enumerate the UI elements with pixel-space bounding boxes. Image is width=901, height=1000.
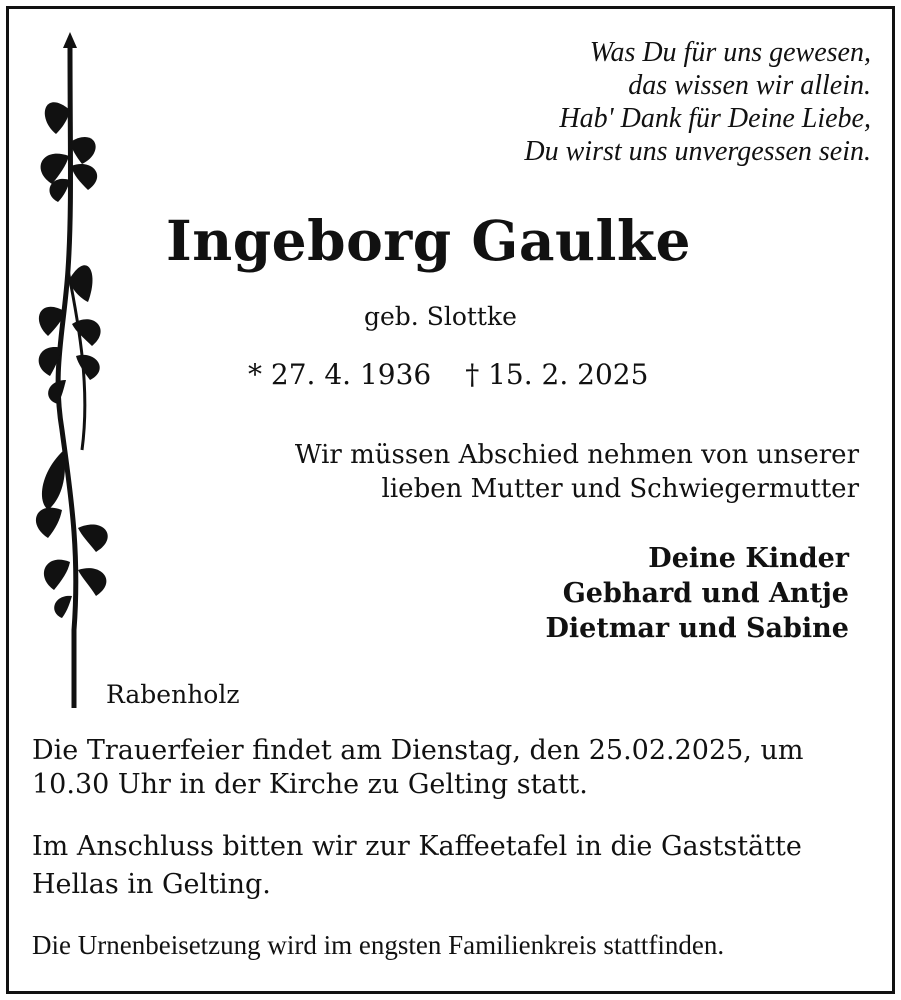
family-signature	[349, 541, 849, 646]
farewell-text	[159, 438, 859, 506]
poem-line: Was Du für uns gewesen,	[589, 37, 871, 68]
coffee-notice: Im Anschluss bitten wir zur Kaffeetafel in die Gaststätte Hellas in Gelting.	[32, 831, 802, 900]
farewell-line: Wir müssen Abschied nehmen von unserer	[294, 440, 859, 470]
family-line: Gebhard und Antje	[562, 578, 849, 609]
farewell-line: lieben Mutter und Schwiegermutter	[381, 474, 859, 504]
poem-line: das wissen wir allein.	[628, 70, 871, 101]
family-line: Dietmar und Sabine	[545, 613, 849, 644]
poem-line: Du wirst uns unvergessen sein.	[524, 136, 871, 167]
leafy-vine-icon	[22, 30, 132, 710]
birth-date: * 27. 4. 1936	[248, 358, 432, 391]
family-line: Deine Kinder	[648, 543, 849, 574]
death-date: † 15. 2. 2025	[465, 358, 649, 391]
place-name: Rabenholz	[106, 680, 240, 709]
birth-name: geb. Slottke	[364, 302, 517, 331]
ceremony-notice: Die Trauerfeier findet am Dienstag, den 25.02.2025, um 10.30 Uhr in der Kirche zu Gelting statt.	[32, 735, 804, 800]
life-dates	[248, 356, 648, 394]
urn-notice: Die Urnenbeisetzung wird im engsten Familienkreis stattfinden.	[32, 930, 725, 960]
poem-line: Hab' Dank für Deine Liebe,	[559, 103, 871, 134]
deceased-name: Ingeborg Gaulke	[166, 208, 691, 273]
memorial-poem	[271, 36, 871, 168]
